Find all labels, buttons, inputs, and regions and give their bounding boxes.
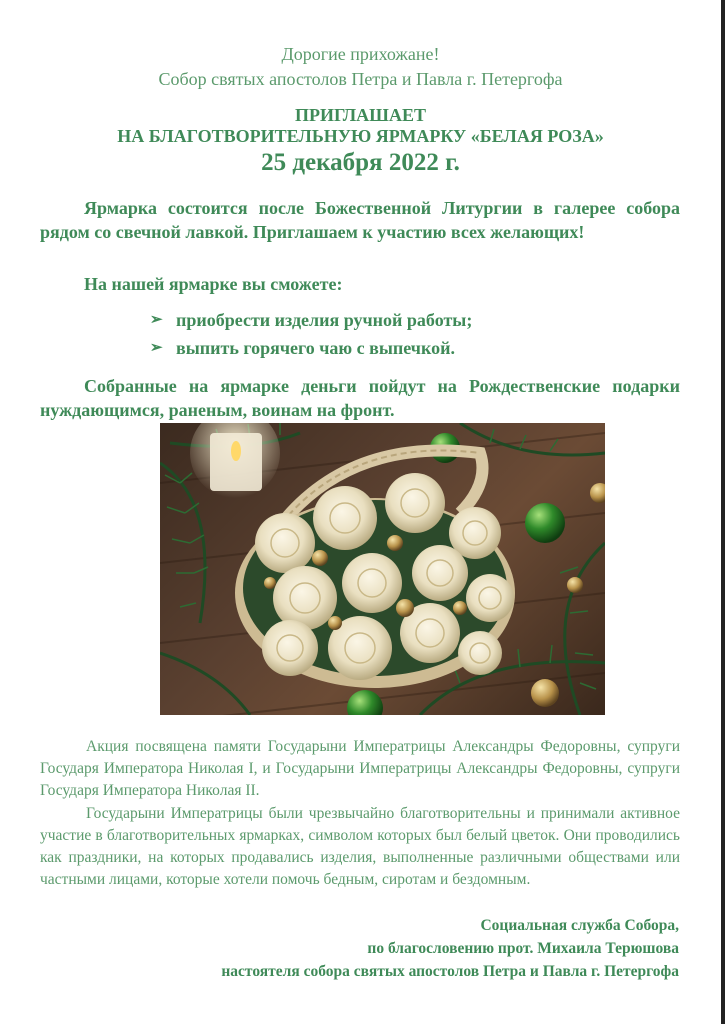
history-paragraph-2: Государыни Императрицы были чрезвычайно благотворительны и принимали активное участие в благотворительных ярмарках, символом которых был белый цветок. Они проводились как праздники, на которых продавались изделия, выполненные различными обществами или частными лицами, которые хотели помочь бедным, сиротам и бездомным. (40, 805, 680, 888)
greeting: Дорогие прихожане! (281, 44, 440, 64)
list-item-text: приобрести изделия ручной работы; (176, 310, 473, 330)
signature-line-1: Социальная служба Собора, (480, 917, 679, 934)
arrow-bullet-icon: ➢ (150, 340, 163, 356)
page-edge-border (721, 0, 725, 1024)
list-item (150, 306, 472, 334)
list-item-text: выпить горячего чаю с выпечкой. (176, 338, 455, 358)
history-paragraph-1: Акция посвящена памяти Государыни Императрицы Александры Федоровны, супруги Государя Императора Николая I, и Государыни Императрицы Александры Федоровны, супруги Государя Императора Николая II. (40, 738, 680, 799)
arrow-bullet-icon: ➢ (150, 312, 163, 328)
event-date: 25 декабря 2022 г. (261, 149, 460, 176)
signature-line-2: по благословению прот. Михаила Терюшова (367, 940, 679, 957)
title-invites: ПРИГЛАШАЕТ (295, 105, 426, 125)
title-fair-name: НА БЛАГОТВОРИТЕЛЬНУЮ ЯРМАРКУ «БЕЛАЯ РОЗА» (117, 126, 604, 146)
rose-basket-illustration (160, 423, 605, 715)
funds-paragraph: Собранные на ярмарке деньги пойдут на Рождественские подарки нуждающимся, раненым, воинам на фронт. (40, 376, 680, 420)
church-name: Собор святых апостолов Петра и Павла г. Петергофа (158, 69, 563, 89)
rose-basket-photo (160, 423, 605, 715)
can-do-heading: На нашей ярмарке вы сможете: (84, 274, 343, 294)
activities-list (150, 306, 472, 362)
signature-line-3: настоятеля собора святых апостолов Петра и Павла г. Петергофа (221, 963, 679, 980)
list-item (150, 334, 472, 362)
intro-paragraph: Ярмарка состоится после Божественной Литургии в галерее собора рядом со свечной лавкой. Приглашаем к участию всех желающих! (40, 198, 680, 242)
